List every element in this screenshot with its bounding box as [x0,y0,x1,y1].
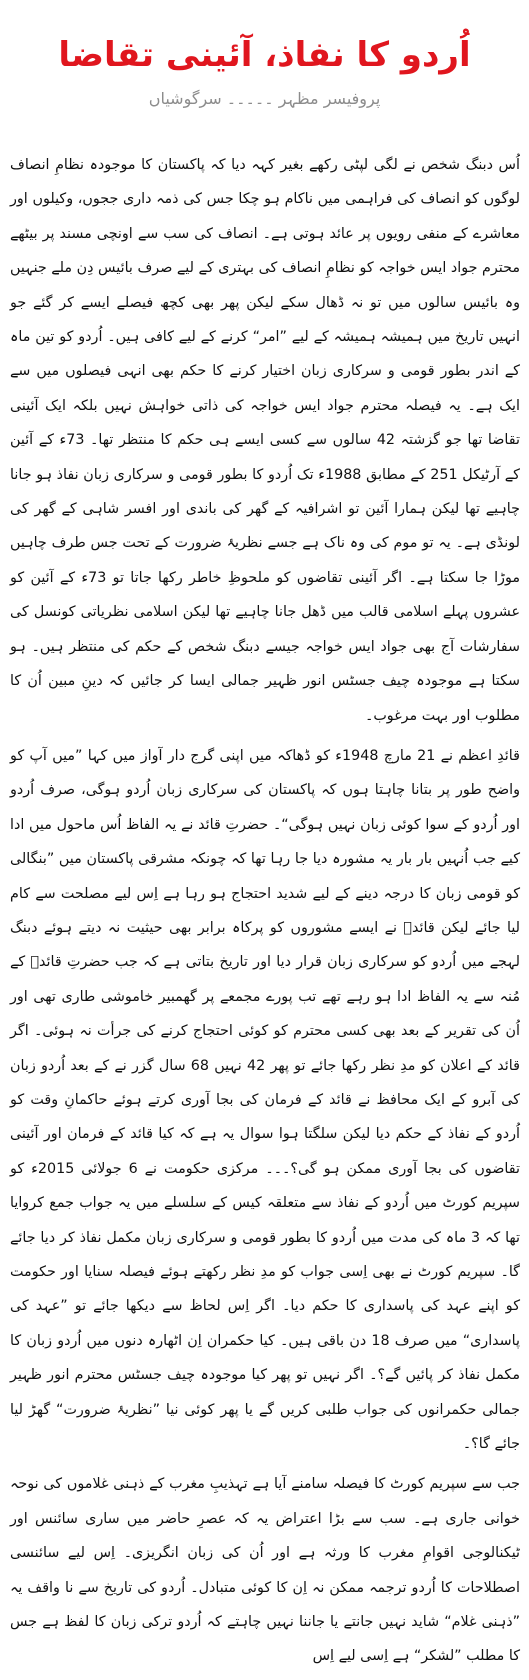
article-paragraph: جب سے سپریم کورٹ کا فیصلہ سامنے آیا ہے تہذیبِ مغرب کے ذہنی غلاموں کی نوحہ خوانی جاری ہے۔ سب سے بڑا اعتراض یہ کہ عصرِ حاضر میں ساری سائنس اور ٹیکنالوجی اقوامِ مغرب کا ورثہ ہے اور اُن کی زبان انگریزی۔ اِس لیے سائنسی اصطلاحات کا اُردو ترجمہ ممکن نہ اِن کا کوئی متبادل۔ اُردو کی تاریخ سے نا واقف یہ ”ذہنی غلام“ شاید نہیں جانتے یا جاننا نہیں چاہتے کہ اُردو ترکی زبان کا لفظ ہے جس کا مطلب ”لشکر“ ہے اِسی لیے اِس [10,1476,520,1665]
article-paragraph: قائدِ اعظم نے 21 مارچ 1948ء کو ڈھاکہ میں اپنی گرج دار آواز میں کہا ”میں آپ کو واضح طور پر بتانا چاہتا ہوں کہ پاکستان کی سرکاری زبان اُردو ہوگی، صرف اُردو اور اُردو کے سوا کوئی زبان نہیں ہوگی“۔ حضرتِ قائد نے یہ الفاظ اُس ماحول میں ادا کیے جب اُنہیں بار بار یہ مشورہ دیا جا رہا تھا کہ چونکہ مشرقی پاکستان میں ”بنگالی کو قومی زبان کا درجہ دینے کے لیے شدید احتجاج ہو رہا ہے اِس لیے مصلحت سے کام لیا جائے لیکن قائدؒ نے ایسے مشوروں کو پرکاہ برابر بھی حیثیت نہ دیتے ہوئے دبنگ لہجے میں اُردو کو سرکاری زبان قرار دیا اور تاریخ بتاتی ہے کہ جب حضرتِ قائدؒ کے مُنہ سے یہ الفاظ ادا ہو رہے تھے تب پورے مجمعے پر گھمبیر خاموشی طاری تھی اور اُن کی تقریر کے بعد بھی کسی محترم کو کوئی احتجاج کرنے کی جرأت نہ ہوئی۔ اگر قائد کے اعلان کو مدِ نظر رکھا جائے تو پھر 42 نہیں 68 سال گزر نے کے بعد اُردو زبان کی آبرو کے ایک محافظ نے قائد کے فرمان کی بجا آوری کرتے ہوئے حاکمانِ وقت کو اُردو کے نفاذ کے حکم دیا لیکن سلگتا ہوا سوال یہ ہے کہ کیا قائد کے فرمان اور آئینی تقاضوں کی بجا آوری ممکن ہو گی؟۔۔۔ مرکزی حکومت نے 6 جولائی 2015ء کو سپریم کورٹ میں اُردو کے نفاذ سے متعلقہ کیس کے سلسلے میں یہ جواب جمع کروایا تھا کہ 3 ماہ کی مدت میں اُردو کا بطور قومی و سرکاری زبان مکمل نفاذ کر دیا جائے گا۔ سپریم کورٹ نے بھی اِسی جواب کو مدِ نظر رکھتے ہوئے فیصلہ سنایا اور حکومت کو اپنے عہد کی پاسداری کا حکم دیا۔ اگر اِس لحاظ سے دیکھا جائے تو ”عہد کی پاسداری“ میں صرف 18 دن باقی ہیں۔ کیا حکمران اِن اٹھارہ دنوں میں اُردو زبان کا مکمل نفاذ کر پائیں گے؟۔ اگر نہیں تو پھر کیا موجودہ چیف جسٹس محترم انور ظہیر جمالی حکمرانوں کی جواب طلبی کریں گے یا پھر کوئی نیا ”نظریۂ ضرورت“ گھڑ لیا جائے گا؟۔ [10,747,521,1453]
article-paragraph: اُس دبنگ شخص نے لگی لپٹی رکھے بغیر کہہ دیا کہ پاکستان کا موجودہ نظامِ انصاف لوگوں کو انصاف کی فراہمی میں ناکام ہو چکا جس کی ذمہ داری ججوں، وکیلوں اور معاشرے کے منفی رویوں پر عائد ہوتی ہے۔ انصاف کی سب سے اونچی مسند پر بیٹھے محترم جواد ایس خواجہ کو نظامِ انصاف کی بہتری کے لیے صرف بائیس دِن ملے جنہیں وہ بائیس سالوں میں تو نہ ڈھال سکے لیکن پھر بھی کچھ فیصلے ایسے کر گئے جو انہیں تاریخ میں ہمیشہ ہمیشہ کے لیے ”امر“ کرنے کے لیے کافی ہیں۔ اُردو کو تین ماہ کے اندر بطور قومی و سرکاری زبان اختیار کرنے کا حکم بھی انہی فیصلوں میں سے ایک ہے۔ یہ فیصلہ محترم جواد ایس خواجہ کی ذاتی خواہش نہیں بلکہ ایک آئینی تقاضا تھا جو گزشتہ 42 سالوں سے کسی ایسے ہی حکم کا منتظر تھا۔ 73ء کے آئین کے آرٹیکل 251 کے مطابق 1988ء تک اُردو کا بطور قومی و سرکاری زبان نفاذ ہو جانا چاہیے تھا لیکن ہمارا آئین تو اشرافیہ کے گھر کی باندی اور افسر شاہی کے گھر کی لونڈی ہے۔ یہ تو موم کی وہ ناک ہے جسے نظریۂ ضرورت کے تحت جس طرف چاہیں موڑا جا سکتا ہے۔ اگر آئینی تقاضوں کو ملحوظِ خاطر رکھا جاتا تو 73ء کے آئین کو عشروں پہلے اسلامی قالب میں ڈھل جانا چاہیے تھا لیکن اسلامی نظریاتی کونسل کی سفارشات آج بھی جواد ایس خواجہ جیسے دبنگ شخص کے حکم کی منتظر ہیں۔ ہو سکتا ہے موجودہ چیف جسٹس انور ظہیر جمالی ایسا کر جائیں کہ دینِ مبین اُن کا مطلوب اور بہت مرغوب۔ [10,157,520,724]
article-body [10,148,520,1680]
article-title: اُردو کا نفاذ، آئینی تقاضا [58,35,471,75]
article-byline: پروفیسر مظہر ۔۔۔۔۔ سرگوشیاں [148,89,381,108]
